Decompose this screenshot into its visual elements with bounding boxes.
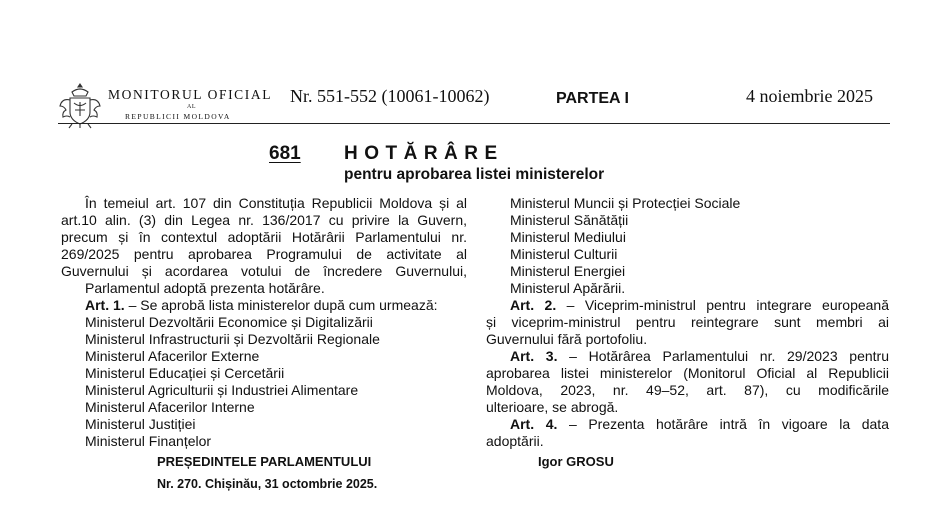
article-2-label: Art. 2. — [510, 297, 557, 313]
article-4-line: adoptării. — [486, 433, 544, 449]
ministry-item: Ministerul Afacerilor Externe — [85, 348, 260, 364]
section-label: PARTEA I — [556, 90, 629, 107]
ministry-item: Ministerul Apărării. — [510, 280, 626, 296]
intro-line: precum și în contextul adoptării Hotărârii Parlamentului nr. — [61, 229, 467, 245]
publication-country: REPUBLICII MOLDOVA — [125, 112, 231, 121]
ministry-item: Ministerul Justiției — [85, 416, 196, 432]
intro-line: În temeiul art. 107 din Constituția Republicii Moldova și al — [85, 195, 467, 211]
ministry-item: Ministerul Agriculturii și Industriei Alimentare — [85, 382, 359, 398]
ministry-item: Ministerul Infrastructurii și Dezvoltării Regionale — [85, 331, 380, 347]
ministry-item: Ministerul Finanțelor — [85, 433, 212, 449]
article-3-line: aprobarea listei ministerelor (Monitorul Oficial al Republicii — [486, 365, 889, 381]
article-3-line: ulterioare, se abrogă. — [486, 399, 619, 415]
article-4 — [486, 416, 889, 433]
article-2-text: – Viceprim-ministrul pentru integrare europeană — [556, 297, 889, 313]
document-type: HOTĂRÂRE — [344, 143, 504, 164]
header-divider — [58, 123, 890, 124]
intro-line: Parlamentul adoptă prezenta hotărâre. — [85, 280, 325, 296]
publication-name: MONITORUL OFICIAL — [108, 87, 273, 102]
ministry-item: Ministerul Educației și Cercetării — [85, 365, 285, 381]
document-number: 681 — [269, 143, 301, 164]
right-column — [486, 195, 889, 450]
ministry-item: Ministerul Mediului — [510, 229, 626, 245]
article-3 — [486, 348, 889, 365]
left-column — [61, 195, 467, 450]
document-subtitle: pentru aprobarea listei ministerelor — [344, 166, 605, 183]
ministry-item: Ministerul Culturii — [510, 246, 618, 262]
ministry-item: Ministerul Muncii și Protecției Sociale — [510, 195, 741, 211]
intro-line: Guvernului și acordarea votului de încredere Guvernului, — [61, 263, 467, 279]
publication-name-al: AL — [187, 104, 196, 110]
article-3-label: Art. 3. — [510, 348, 558, 364]
article-2-line: Guvernului fără portofoliu. — [486, 331, 648, 347]
article-3-text: – Hotărârea Parlamentului nr. 29/2023 pentru — [557, 348, 889, 364]
ministry-item: Ministerul Afacerilor Interne — [85, 399, 255, 415]
intro-line: art.10 alin. (3) din Legea nr. 136/2017 cu privire la Guvern, — [61, 212, 467, 228]
intro-line: 269/2025 pentru aprobarea Programului de activitate al — [61, 246, 467, 262]
ministry-item: Ministerul Sănătății — [510, 212, 629, 228]
article-3-line: Moldova, 2023, nr. 49–52, art. 87), cu modificările — [486, 382, 889, 398]
ministry-item: Ministerul Energiei — [510, 263, 626, 279]
article-2 — [486, 297, 889, 314]
article-2-line: și viceprim-ministrul pentru reintegrare sunt membri ai — [486, 314, 889, 330]
article-1-text: – Se aprobă lista ministerelor după cum urmează: — [124, 297, 438, 313]
article-1 — [61, 297, 467, 314]
article-4-text: – Prezenta hotărâre intră în vigoare la data — [557, 416, 889, 432]
ministry-item: Ministerul Dezvoltării Economice și Digitalizării — [85, 314, 373, 330]
article-4-label: Art. 4. — [510, 416, 558, 432]
article-1-label: Art. 1. — [85, 297, 125, 313]
issue-number: Nr. 551-552 (10061-10062) — [290, 86, 490, 106]
signatory-name: Igor GROSU — [538, 454, 614, 469]
issue-date: 4 noiembrie 2025 — [746, 86, 873, 106]
signatory-title: PREȘEDINTELE PARLAMENTULUI — [157, 454, 372, 469]
place-and-date: Nr. 270. Chișinău, 31 octombrie 2025. — [157, 477, 378, 491]
